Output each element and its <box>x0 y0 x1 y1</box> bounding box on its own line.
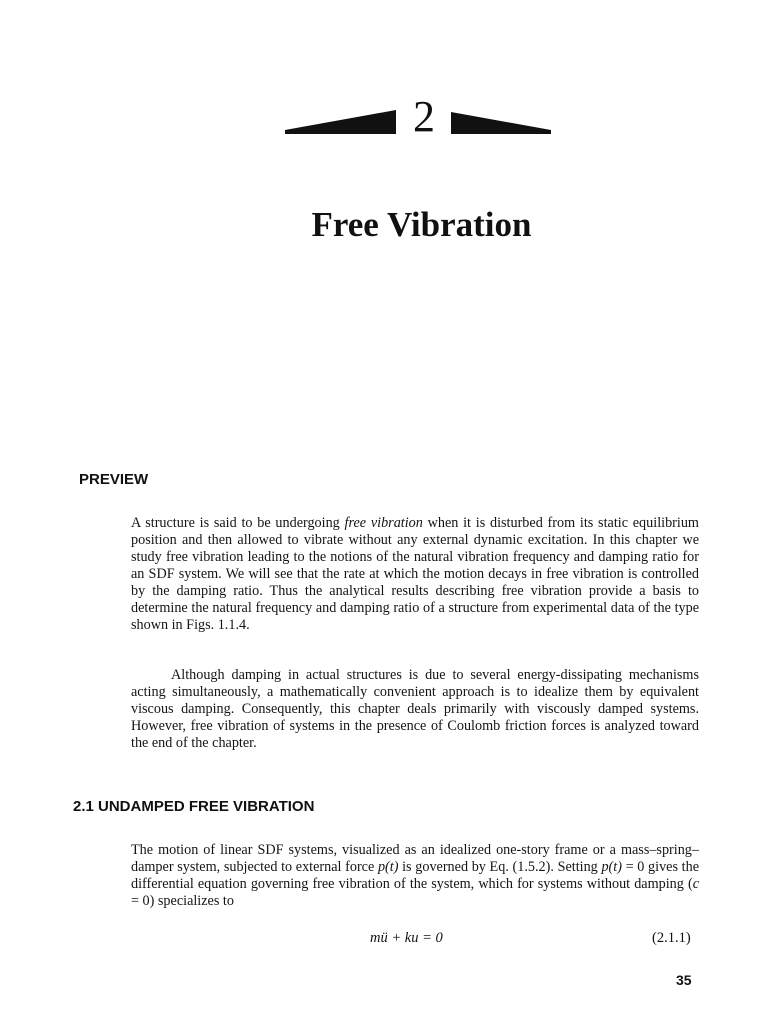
preview-text: when it is disturbed from its static equilibrium position and then allowed to vibrate without any external dynamic excitation. In this chapter we study free vibration leading to the notions of the natural vibration frequency and damping ratio for an SDF system. We will see that the rate at which the motion decays in free vibration is controlled by the damping ratio. Thus the analytical results describing free vibration provide a basis to determine the natural frequency and damping ratio of a structure from experimental data of the type shown in Figs. 1.1.4. <box>131 515 699 633</box>
section-text: The motion of linear SDF systems, visualized as an idealized one-story frame or a mass–spring–damper system, subjected to external force <box>131 842 699 875</box>
left-wedge-icon <box>285 110 396 134</box>
free-vibration-term: free vibration <box>344 515 423 531</box>
section-paragraph <box>131 842 699 910</box>
equation-number: (2.1.1) <box>652 930 691 946</box>
math-term: c <box>692 876 699 892</box>
page-number: 35 <box>676 972 692 988</box>
section-text: = 0 gives the differential equation governing free vibration of the system, which for systems without damping ( <box>131 859 699 892</box>
section-text: is governed by Eq. (1.5.2). Setting <box>398 859 602 875</box>
section-heading: 2.1 UNDAMPED FREE VIBRATION <box>73 798 315 815</box>
preview-paragraph-2: Although damping in actual structures is due to several energy-dissipating mechanisms acting simultaneously, a mathematically convenient approach is to idealize them by equivalent viscous damping. Consequently, this chapter deals primarily with viscously damped systems. However, free vibration of systems in the presence of Coulomb friction forces is analyzed toward the end of the chapter. <box>131 667 699 751</box>
section-text: = 0) specializes to <box>131 893 234 909</box>
chapter-title: Free Vibration <box>311 205 532 244</box>
preview-heading: PREVIEW <box>79 471 149 488</box>
chapter-number: 2 <box>413 92 435 141</box>
equation: mü + ku = 0 <box>370 930 443 946</box>
right-wedge-icon <box>451 112 551 134</box>
chapter-number-ornament <box>285 92 551 142</box>
preview-paragraph-1 <box>131 515 699 634</box>
math-term: p(t) <box>377 859 399 875</box>
math-term: p(t) <box>601 859 622 875</box>
preview-text: A structure is said to be undergoing <box>131 515 345 531</box>
